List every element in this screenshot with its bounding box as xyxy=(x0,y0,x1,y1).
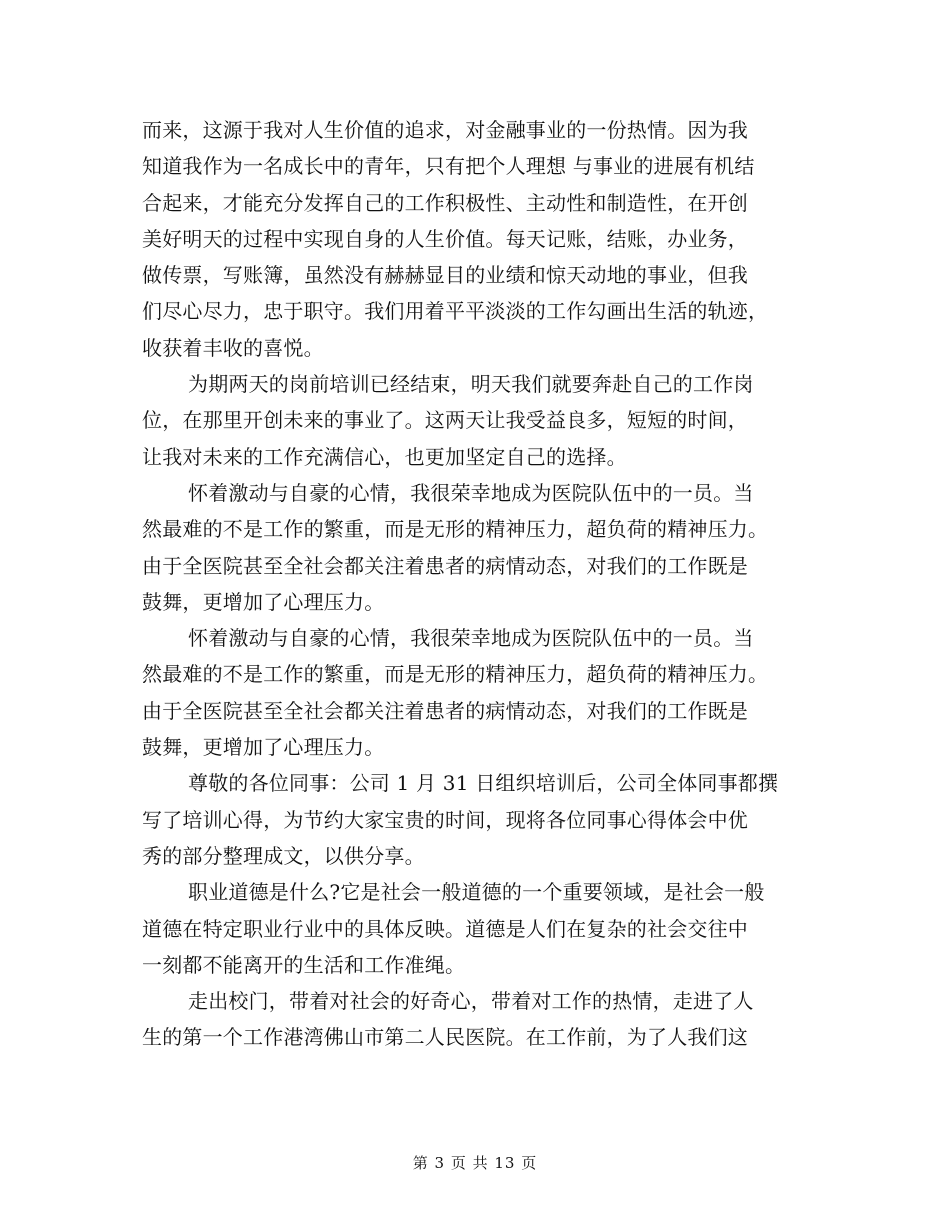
paragraph-start-line: 职业道德是什么?它是社会一般道德的一个重要领域，是社会一般 xyxy=(188,880,765,905)
text-line: 美好明天的过程中实现自身的人生价值。每天记账，结账，办业务， xyxy=(142,226,748,251)
paragraph-start-line: 怀着激动与自豪的心情，我很荣幸地成为医院队伍中的一员。当 xyxy=(188,480,754,505)
text-line: 让我对未来的工作充满信心，也更加坚定自己的选择。 xyxy=(142,444,627,469)
text-line: 一刻都不能离开的生活和工作准绳。 xyxy=(142,952,466,977)
paragraph-start-line: 怀着激动与自豪的心情，我很荣幸地成为医院队伍中的一员。当 xyxy=(188,626,754,651)
text-line: 们尽心尽力，忠于职守。我们用着平平淡淡的工作勾画出生活的轨迹， xyxy=(142,299,769,324)
text-line: 做传票，写账簿，虽然没有赫赫显目的业绩和惊天动地的事业，但我 xyxy=(142,263,748,288)
text-line: 鼓舞，更增加了心理压力。 xyxy=(142,735,385,760)
paragraph-start-line: 走出校门，带着对社会的好奇心，带着对工作的热情，走进了人 xyxy=(188,989,754,1014)
page-footer: 第 3 页 共 13 页 xyxy=(412,1154,538,1172)
text-line: 道德在特定职业行业中的具体反映。道德是人们在复杂的社会交往中 xyxy=(142,916,748,941)
text-line: 知道我作为一名成长中的青年，只有把个人理想 与事业的进展有机结 xyxy=(142,154,755,179)
text-line: 由于全医院甚至全社会都关注着患者的病情动态，对我们的工作既是 xyxy=(142,553,748,578)
body-text xyxy=(142,112,822,1056)
text-line: 合起来，才能充分发挥自己的工作积极性、主动性和制造性，在开创 xyxy=(142,190,748,215)
text-line: 然最难的不是工作的繁重，而是无形的精神压力，超负荷的精神压力。 xyxy=(142,662,769,687)
text-line: 位，在那里开创未来的事业了。这两天让我受益良多，短短的时间， xyxy=(142,408,748,433)
text-line: 鼓舞，更增加了心理压力。 xyxy=(142,589,385,614)
paragraph-start-line: 尊敬的各位同事：公司 1 月 31 日组织培训后，公司全体同事都撰 xyxy=(188,771,779,796)
text-line: 由于全医院甚至全社会都关注着患者的病情动态，对我们的工作既是 xyxy=(142,698,748,723)
text-line: 收获着丰收的喜悦。 xyxy=(142,335,324,360)
paragraph-start-line: 为期两天的岗前培训已经结束，明天我们就要奔赴自己的工作岗 xyxy=(188,372,754,397)
text-line: 秀的部分整理成文，以供分享。 xyxy=(142,843,425,868)
text-line: 而来，这源于我对人生价值的追求，对金融事业的一份热情。因为我 xyxy=(142,118,748,142)
text-line: 然最难的不是工作的繁重，而是无形的精神压力，超负荷的精神压力。 xyxy=(142,517,769,542)
text-line: 生的第一个工作港湾佛山市第二人民医院。在工作前，为了人我们这 xyxy=(142,1025,748,1050)
text-line: 写了培训心得，为节约大家宝贵的时间，现将各位同事心得体会中优 xyxy=(142,807,748,832)
